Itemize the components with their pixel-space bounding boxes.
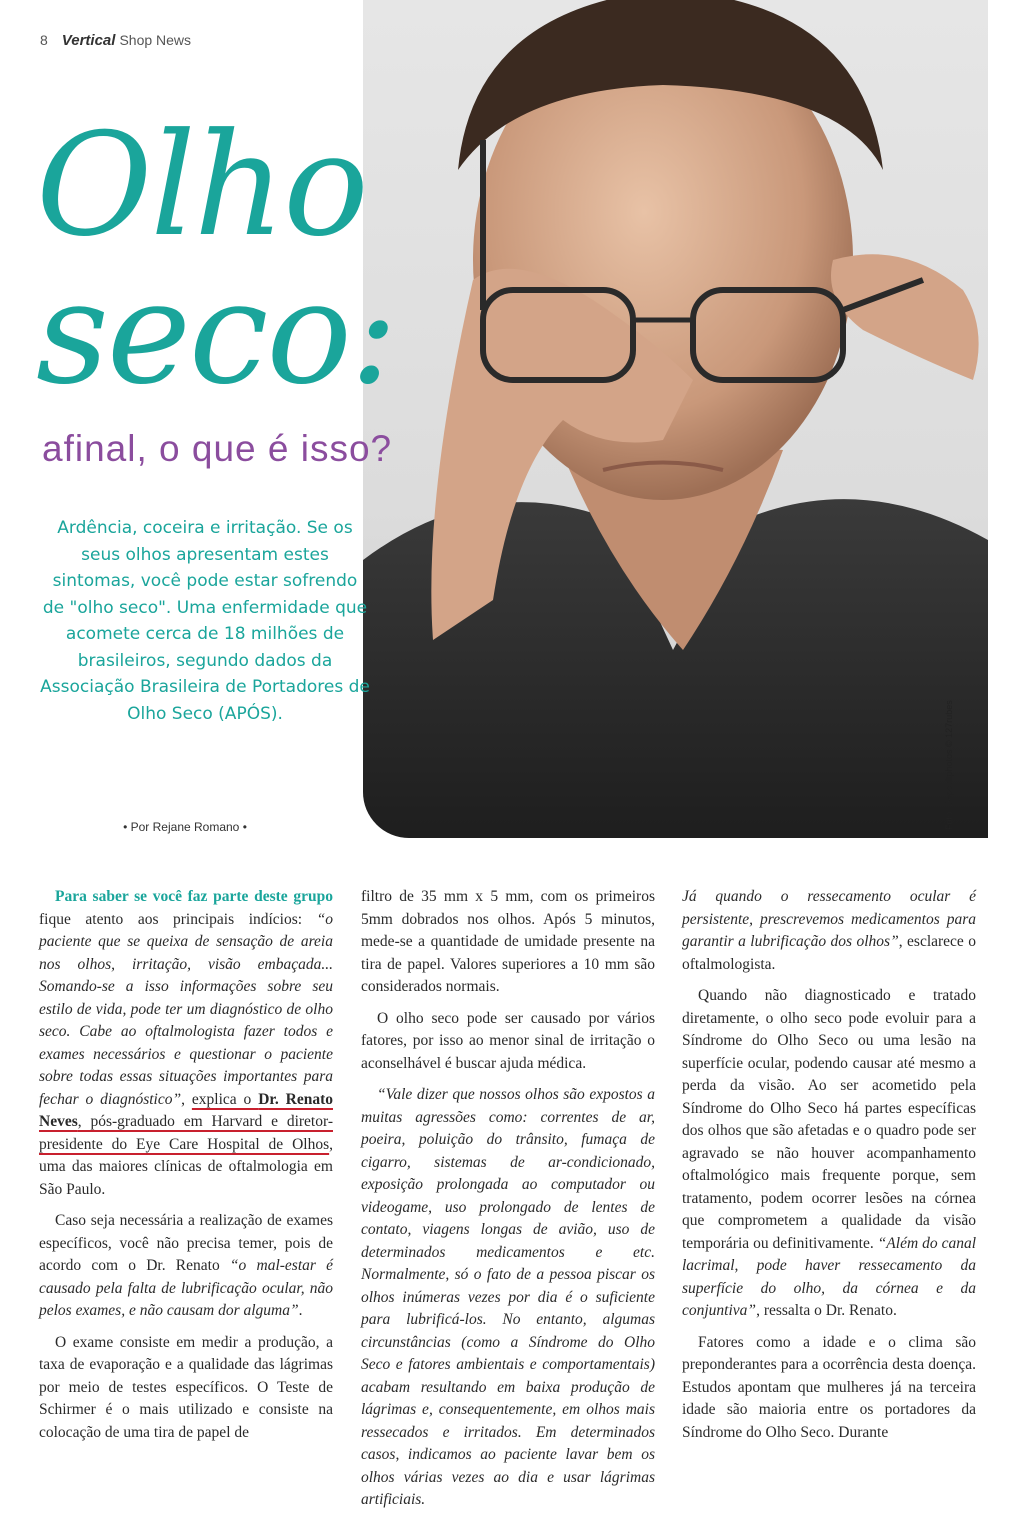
column-2 — [361, 886, 655, 1521]
magazine-name-rest: Shop News — [119, 32, 192, 48]
column-2-paragraph-3: “Vale dizer que nossos olhos são expostos a muitas agressões como: correntes de ar, poeira, poluição do trânsito, fumaça de cigarro, sistemas de ar-condicionado, exposição prolongada ao computador ou videogame, uso prolongado de lentes de contato, viagens longas de avião, uso de determinados medicamentos e etc. Normalmente, só o fato de a pessoa piscar os olhos inúmeras vezes por dia é o suficiente para lubrificá-los. No entanto, algumas circunstâncias (como a Síndrome do Olho Seco e fatores ambientais e comportamentais) acabam resultando em baixa produção de lágrimas e, consequentemente, em olhos mais ressecados e irritados. Em determinados casos, indicamos ao paciente lavar bem os olhos várias vezes ao dia e usar lágrimas artificiais. — [361, 1086, 655, 1508]
magazine-name-bold: Vertical — [61, 32, 116, 49]
quote: “Além do canal lacrimal, pode haver ressecamento da superfície do olho, da córnea e da conjuntiva” — [682, 1234, 977, 1319]
doctor-name: Dr. Renato Neves — [39, 1090, 333, 1130]
column-3-paragraph-1: Já quando o ressecamento ocular é persistente, prescrevemos medicamentos para garantir a lubrificação dos olhos”, esclarece o oftalmologista. — [682, 888, 977, 973]
highlighted-attribution: explica o Dr. Renato Neves, pós-graduado em Harvard e diretor-presidente do Eye Care Hospital de Olhos — [39, 1090, 333, 1153]
column-1-paragraph-1: Para saber se você faz parte deste grupo fique atento aos principais indícios: “o paciente que se queixa de sensação de areia nos olhos, irritação, visão embaçada... Somando-se a isso informações sobre seu estilo de vida, pode ter um diagnóstico de olho seco. Cabe ao oftalmologista fazer todos e exames necessários e questionar o paciente sobre todas essas situações importantes para fechar o diagnóstico”, explica o Dr. Renato Neves, pós-graduado em Harvard e diretor-presidente do Eye Care Hospital de Olhos, uma das maiores clínicas de oftalmologia em São Paulo. — [39, 888, 333, 1198]
column-2-paragraph-2: O olho seco pode ser causado por vários fatores, por isso ao menor sinal de irritação o aconselhável é buscar ajuda médica. — [361, 1009, 655, 1072]
quote: “o mal-estar é causado pela falta de lubrificação ocular, não pelos exames, e não causam dor alguma” — [39, 1257, 333, 1319]
photo-credit: Foto: Depositphotos © 127rubes — [944, 700, 954, 830]
page-header — [40, 32, 191, 49]
title-line-1: Olho — [36, 103, 367, 268]
man-rubbing-eyes-illustration — [363, 0, 988, 838]
byline: • Por Rejane Romano • — [123, 820, 247, 834]
quote: Já quando o ressecamento ocular é persistente, prescrevemos medicamentos para garantir a lubrificação dos olhos” — [682, 888, 976, 950]
column-1-paragraph-3: O exame consiste em medir a produção, a taxa de evaporação e a qualidade das lágrimas por meio de testes específicos. O Teste de Schirmer é o mais utilizado e consiste na colocação de uma tira de papel de — [39, 1333, 333, 1441]
title-line-2: seco: — [36, 251, 396, 416]
article-subtitle: afinal, o que é isso? — [42, 428, 393, 469]
column-3-paragraph-2: Quando não diagnosticado e tratado diretamente, o olho seco pode evoluir para a Síndrome do Olho Seco ou uma lesão na superfície ocular, podendo causar até mesmo a perda da visão. Ao ser acometido pela Síndrome do Olho Seco há partes específicas dos olhos que são afetadas e o quadro pode ser agravado se não houver acompanhamento oftalmológico mais frequente porque, sem tratamento, podem ocorrer lesões na córnea que comprometem a qualidade da visão temporária ou definitivamente. “Além do canal lacrimal, pode haver ressecamento da superfície do olho, da córnea e da conjuntiva”, ressalta o Dr. Renato. — [682, 987, 977, 1319]
page-number: 8 — [40, 32, 48, 48]
column-3-paragraph-3: Fatores como a idade e o clima são preponderantes para a ocorrência desta doença. Estudos apontam que mulheres já na terceira idade são maioria entre os portadores da Síndrome do Olho Seco. Durante — [682, 1333, 976, 1441]
column-1 — [39, 886, 333, 1453]
article-title — [36, 103, 396, 416]
column-2-paragraph-1: filtro de 35 mm x 5 mm, com os primeiros 5mm dobrados nos olhos. Após 5 minutos, mede-se a quantidade de umidade presente na tira de papel. Valores superiores a 10 mm são considerados normais. — [361, 888, 655, 995]
lead-in: Para saber se você faz parte deste grupo — [55, 888, 333, 905]
quote: “o paciente que se queixa de sensação de areia nos olhos, irritação, visão embaçada... Somando-se a isso informações sobre seu estilo de vida, pode ter um diagnóstico de olho seco. Cabe ao oftalmologista fazer todos e exames necessários e questionar o paciente sobre todas essas situações importantes para fechar o diagnóstico” — [39, 910, 333, 1108]
column-3 — [682, 886, 976, 1453]
article-intro: Ardência, coceira e irritação. Se os seus olhos apresentam estes sintomas, você pode estar sofrendo de "olho seco". Uma enfermidade que acomete cerca de 18 milhões de brasileiros, segundo dados da Associação Brasileira de Portadores de Olho Seco (APÓS). — [40, 518, 370, 724]
hero-photo — [363, 0, 988, 838]
column-1-paragraph-2: Caso seja necessária a realização de exames específicos, você não precisa temer, pois de acordo com o Dr. Renato “o mal-estar é causado pela falta de lubrificação ocular, não pelos exames, e não causam dor alguma”. — [39, 1212, 333, 1319]
